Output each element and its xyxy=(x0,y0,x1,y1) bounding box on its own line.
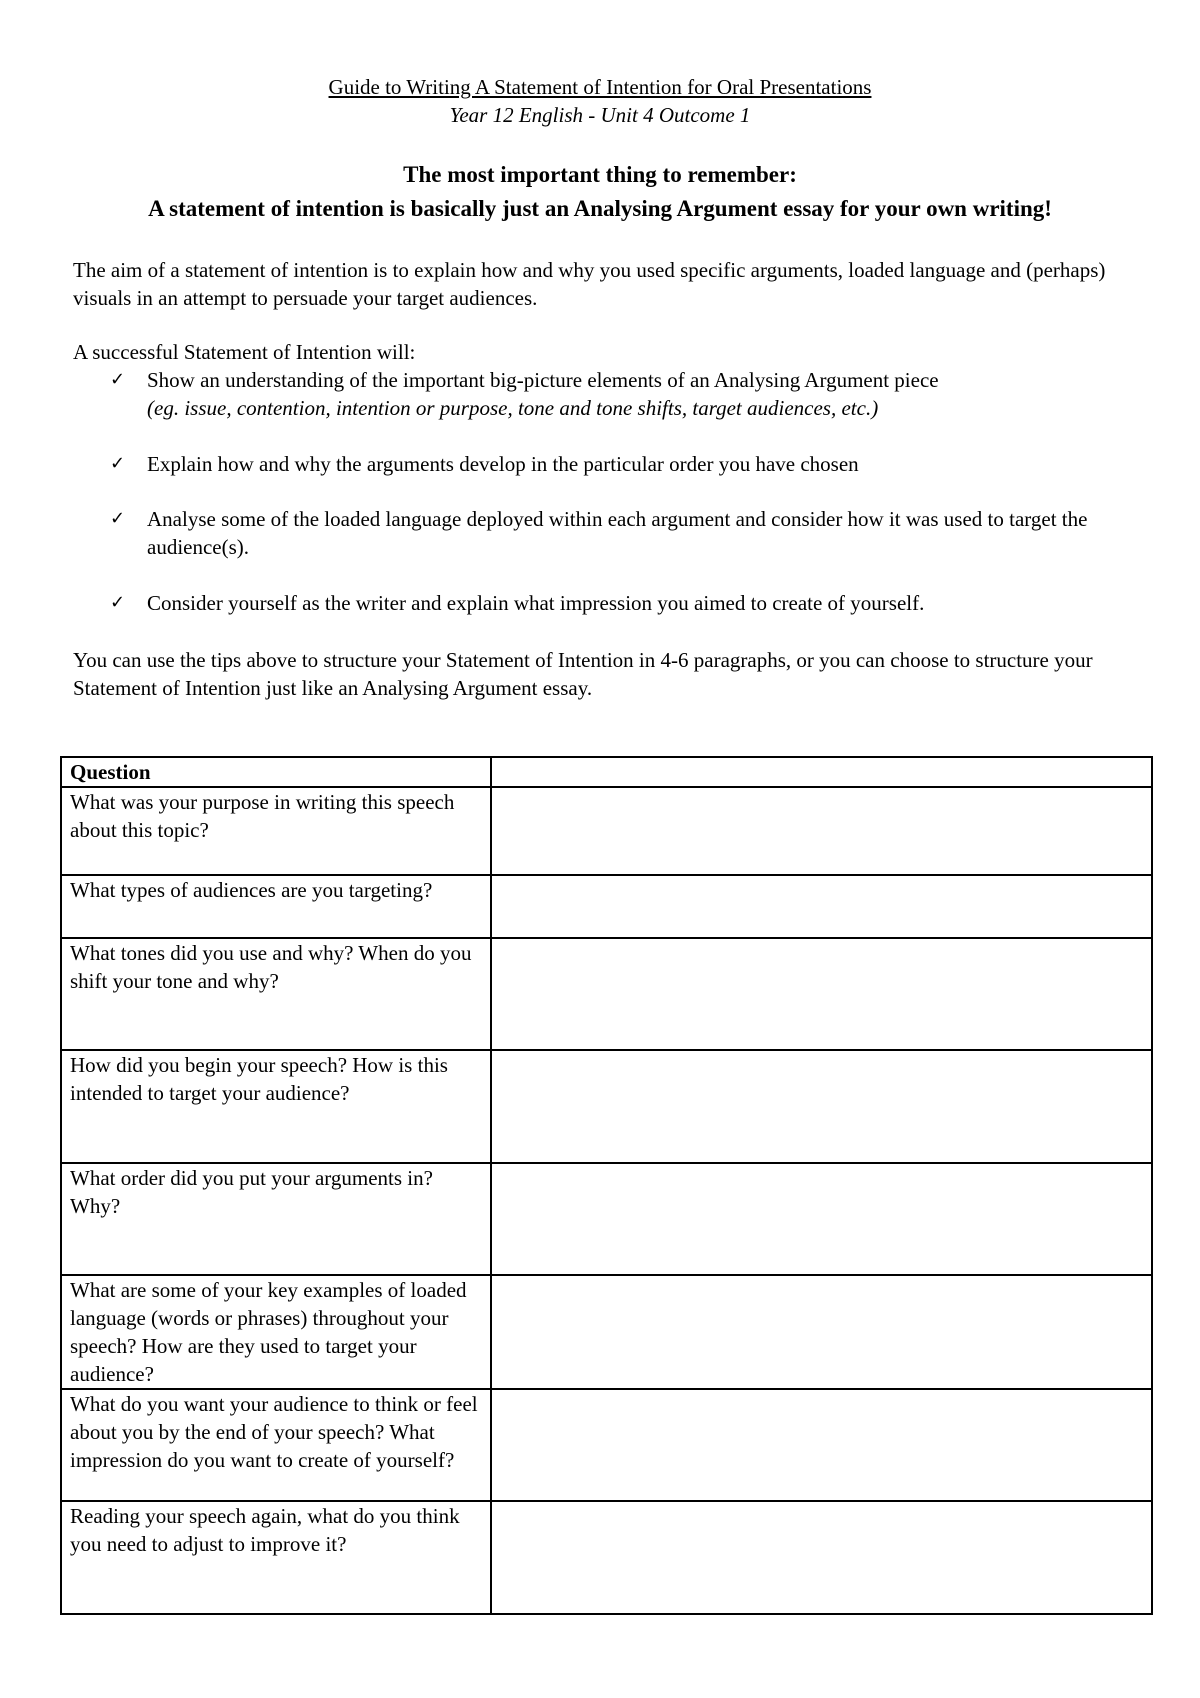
question-cell: What order did you put your arguments in? Why? xyxy=(61,1163,491,1275)
answer-cell[interactable] xyxy=(491,1389,1152,1501)
checklist-item-text: Consider yourself as the writer and explain what impression you aimed to create of yourself. xyxy=(147,591,925,615)
question-cell: What do you want your audience to think or feel about you by the end of your speech? What impression do you want to create of yourself? xyxy=(61,1389,491,1501)
aim-paragraph: The aim of a statement of intention is to explain how and why you used specific arguments, loaded language and (perhaps) visuals in an attempt to persuade your target audiences. xyxy=(73,258,1106,310)
question-cell: What are some of your key examples of loaded language (words or phrases) throughout your speech? How are they used to target your audience? xyxy=(61,1275,491,1389)
question-cell: How did you begin your speech? How is this intended to target your audience? xyxy=(61,1050,491,1163)
question-cell: What was your purpose in writing this speech about this topic? xyxy=(61,787,491,875)
document-subtitle: Year 12 English - Unit 4 Outcome 1 xyxy=(449,103,751,127)
question-table xyxy=(60,756,1153,1615)
table-row xyxy=(61,1501,1152,1614)
checklist-item-text: Analyse some of the loaded language deployed within each argument and consider how it was used to target the audience(s). xyxy=(147,507,1088,559)
checklist-item-text: Show an understanding of the important big-picture elements of an Analysing Argument piece xyxy=(147,368,939,392)
document-title: Guide to Writing A Statement of Intention for Oral Presentations xyxy=(328,75,872,99)
table-row xyxy=(61,1163,1152,1275)
key-point-statement: A statement of intention is basically just an Analysing Argument essay for your own writing! xyxy=(148,196,1052,221)
question-cell: What types of audiences are you targeting? xyxy=(61,875,491,938)
checkmark-icon: ✓ xyxy=(110,369,126,390)
table-row xyxy=(61,1275,1152,1389)
answer-cell[interactable] xyxy=(491,787,1152,875)
table-row xyxy=(61,938,1152,1050)
checkmark-icon: ✓ xyxy=(110,592,126,613)
answer-cell[interactable] xyxy=(491,1163,1152,1275)
checkmark-icon: ✓ xyxy=(110,508,126,529)
table-row xyxy=(61,1389,1152,1501)
table-row xyxy=(61,1050,1152,1163)
table-row xyxy=(61,875,1152,938)
checklist-intro: A successful Statement of Intention will: xyxy=(73,340,416,364)
answer-cell[interactable] xyxy=(491,1050,1152,1163)
answer-cell[interactable] xyxy=(491,1275,1152,1389)
question-cell: Reading your speech again, what do you think you need to adjust to improve it? xyxy=(61,1501,491,1614)
answer-cell[interactable] xyxy=(491,875,1152,938)
checklist-item-note: (eg. issue, contention, intention or purpose, tone and tone shifts, target audiences, etc.) xyxy=(147,396,879,420)
answer-cell[interactable] xyxy=(491,938,1152,1050)
key-point-heading: The most important thing to remember: xyxy=(403,162,797,187)
table-row xyxy=(61,787,1152,875)
table-header-row xyxy=(61,757,1152,787)
question-cell: What tones did you use and why? When do you shift your tone and why? xyxy=(61,938,491,1050)
checkmark-icon: ✓ xyxy=(110,453,126,474)
header-answer xyxy=(491,757,1152,787)
closing-paragraph: You can use the tips above to structure your Statement of Intention in 4-6 paragraphs, or you can choose to structure your Statement of Intention just like an Analysing Argument essay. xyxy=(73,648,1093,700)
header-question: Question xyxy=(61,757,491,787)
answer-cell[interactable] xyxy=(491,1501,1152,1614)
checklist-item-text: Explain how and why the arguments develop in the particular order you have chosen xyxy=(147,452,859,476)
